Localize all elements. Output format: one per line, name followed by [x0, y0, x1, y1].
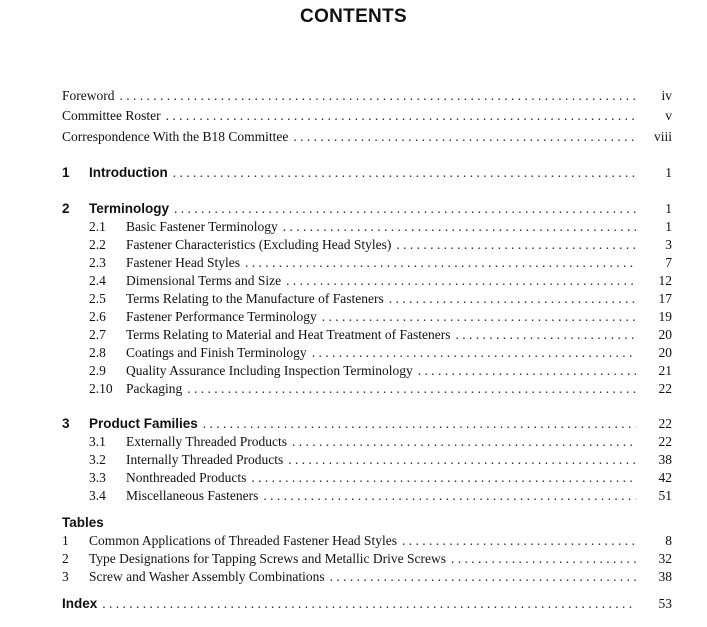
toc-entry-page: 3	[665, 237, 672, 252]
toc-table-number: 1	[62, 533, 69, 548]
toc-table-entry[interactable]	[62, 550, 672, 567]
toc-subsection-label: Fastener Performance Terminology	[126, 309, 317, 324]
dot-leader	[288, 451, 636, 468]
toc-subsection-number: 2.4	[89, 273, 106, 288]
toc-entry-page: 42	[658, 470, 672, 485]
toc-entry-label: Committee Roster	[62, 108, 161, 123]
toc-subsection[interactable]	[89, 487, 672, 504]
toc-entry-page: iv	[661, 88, 672, 103]
toc-subsection[interactable]	[89, 362, 672, 379]
dot-leader	[451, 550, 636, 567]
toc-table-entry[interactable]	[62, 568, 672, 585]
toc-table-number: 3	[62, 569, 69, 584]
dot-leader	[402, 532, 636, 549]
toc-entry-page: 19	[658, 309, 672, 324]
toc-subsection[interactable]	[89, 308, 672, 325]
toc-subsection-label: Terms Relating to Material and Heat Treatment of Fasteners	[126, 327, 451, 342]
dot-leader	[174, 200, 636, 217]
toc-table-label: Type Designations for Tapping Screws and Metallic Drive Screws	[89, 551, 447, 566]
toc-table-label: Screw and Washer Assembly Combinations	[89, 569, 325, 584]
toc-subsection[interactable]	[89, 254, 672, 271]
toc-entry-correspondence[interactable]	[62, 128, 672, 145]
toc-table-label: Common Applications of Threaded Fastener Head Styles	[89, 533, 397, 548]
dot-leader	[322, 308, 636, 325]
toc-subsection[interactable]	[89, 218, 672, 235]
dot-leader	[245, 254, 636, 271]
dot-leader	[203, 415, 636, 432]
toc-subsection[interactable]	[89, 344, 672, 361]
dot-leader	[102, 595, 636, 612]
toc-subsection-number: 2.5	[89, 291, 106, 306]
toc-section-number: 3	[62, 416, 70, 431]
dot-leader	[330, 568, 636, 585]
toc-entry-page: v	[665, 108, 672, 123]
toc-subsection-number: 3.3	[89, 470, 106, 485]
toc-index-label: Index	[62, 596, 98, 611]
toc-section-introduction[interactable]	[62, 164, 672, 181]
toc-subsection-number: 2.8	[89, 345, 106, 360]
toc-entry-page: 22	[658, 381, 672, 396]
dot-leader	[312, 344, 636, 361]
toc-subsection[interactable]	[89, 380, 672, 397]
toc-section-label: Product Families	[89, 416, 198, 431]
dot-leader	[389, 290, 636, 307]
toc-section-label: Terminology	[89, 201, 170, 216]
toc-subsection-label: Packaging	[126, 381, 183, 396]
toc-subsection-label: Quality Assurance Including Inspection Terminology	[126, 363, 413, 378]
toc-section-label: Introduction	[89, 165, 168, 180]
toc-entry-label: Correspondence With the B18 Committee	[62, 129, 289, 144]
toc-subsection-label: Basic Fastener Terminology	[126, 219, 278, 234]
toc-entry-label: Foreword	[62, 88, 115, 103]
toc-subsection-label: Terms Relating to the Manufacture of Fasteners	[126, 291, 384, 306]
toc-entry-page: 51	[658, 488, 672, 503]
dot-leader	[120, 87, 637, 104]
toc-subsection-number: 3.1	[89, 434, 106, 449]
toc-entry-foreword[interactable]	[62, 87, 672, 104]
toc-subsection-label: Fastener Characteristics (Excluding Head Styles)	[126, 237, 392, 252]
toc-entry-index[interactable]	[62, 595, 672, 612]
toc-subsection-number: 2.6	[89, 309, 106, 324]
toc-entry-page: 8	[665, 533, 672, 548]
toc-entry-page: 17	[658, 291, 672, 306]
dot-leader	[187, 380, 636, 397]
toc-entry-page: viii	[653, 129, 672, 144]
toc-section-product-families[interactable]	[62, 415, 672, 432]
toc-subsection-number: 2.7	[89, 327, 106, 342]
dot-leader	[396, 236, 636, 253]
toc-entry-page: 1	[665, 219, 672, 234]
toc-subsection-label: Externally Threaded Products	[126, 434, 287, 449]
toc-table-number: 2	[62, 551, 69, 566]
toc-subsection-label: Dimensional Terms and Size	[126, 273, 282, 288]
toc-subsection[interactable]	[89, 236, 672, 253]
toc-entry-page: 38	[658, 452, 672, 467]
dot-leader	[286, 272, 636, 289]
toc-subsection-number: 2.1	[89, 219, 106, 234]
toc-subsection[interactable]	[89, 272, 672, 289]
toc-entry-committee-roster[interactable]	[62, 107, 672, 124]
dot-leader	[283, 218, 636, 235]
toc-entry-page: 32	[658, 551, 672, 566]
toc-entry-page: 7	[665, 255, 672, 270]
toc-entry-page: 53	[658, 596, 672, 611]
toc-subsection-label: Coatings and Finish Terminology	[126, 345, 307, 360]
toc-subsection-number: 2.2	[89, 237, 106, 252]
toc-entry-page: 1	[665, 201, 672, 216]
toc-section-terminology[interactable]	[62, 200, 672, 217]
toc-subsection-number: 3.2	[89, 452, 106, 467]
toc-entry-page: 20	[658, 345, 672, 360]
toc-entry-page: 20	[658, 327, 672, 342]
toc-subsection-number: 2.10	[89, 381, 113, 396]
toc-entry-page: 21	[658, 363, 672, 378]
toc-entry-page: 1	[665, 165, 672, 180]
toc-subsection-label: Nonthreaded Products	[126, 470, 247, 485]
toc-subsection[interactable]	[89, 433, 672, 450]
dot-leader	[173, 164, 636, 181]
dot-leader	[251, 469, 636, 486]
toc-entry-page: 22	[658, 434, 672, 449]
toc-subsection-label: Fastener Head Styles	[126, 255, 240, 270]
toc-subsection-number: 2.3	[89, 255, 106, 270]
toc-subsection-label: Internally Threaded Products	[126, 452, 284, 467]
toc-subsection-number: 3.4	[89, 488, 106, 503]
toc-subsection[interactable]	[89, 290, 672, 307]
dot-leader	[263, 487, 636, 504]
dot-leader	[292, 433, 636, 450]
toc-section-number: 1	[62, 165, 70, 180]
toc-table-entry[interactable]	[62, 532, 672, 549]
toc-entry-page: 12	[658, 273, 672, 288]
toc-entry-page: 22	[658, 416, 672, 431]
toc-subsection[interactable]	[89, 469, 672, 486]
toc-entry-page: 38	[658, 569, 672, 584]
toc-subsection-label: Miscellaneous Fasteners	[126, 488, 259, 503]
toc-subsection[interactable]	[89, 326, 672, 343]
dot-leader	[166, 107, 636, 124]
dot-leader	[455, 326, 636, 343]
dot-leader	[293, 128, 636, 145]
toc-section-number: 2	[62, 201, 70, 216]
toc-subsection-number: 2.9	[89, 363, 106, 378]
page-title: CONTENTS	[300, 6, 407, 27]
toc-subsection[interactable]	[89, 451, 672, 468]
dot-leader	[418, 362, 636, 379]
tables-heading: Tables	[62, 515, 104, 530]
